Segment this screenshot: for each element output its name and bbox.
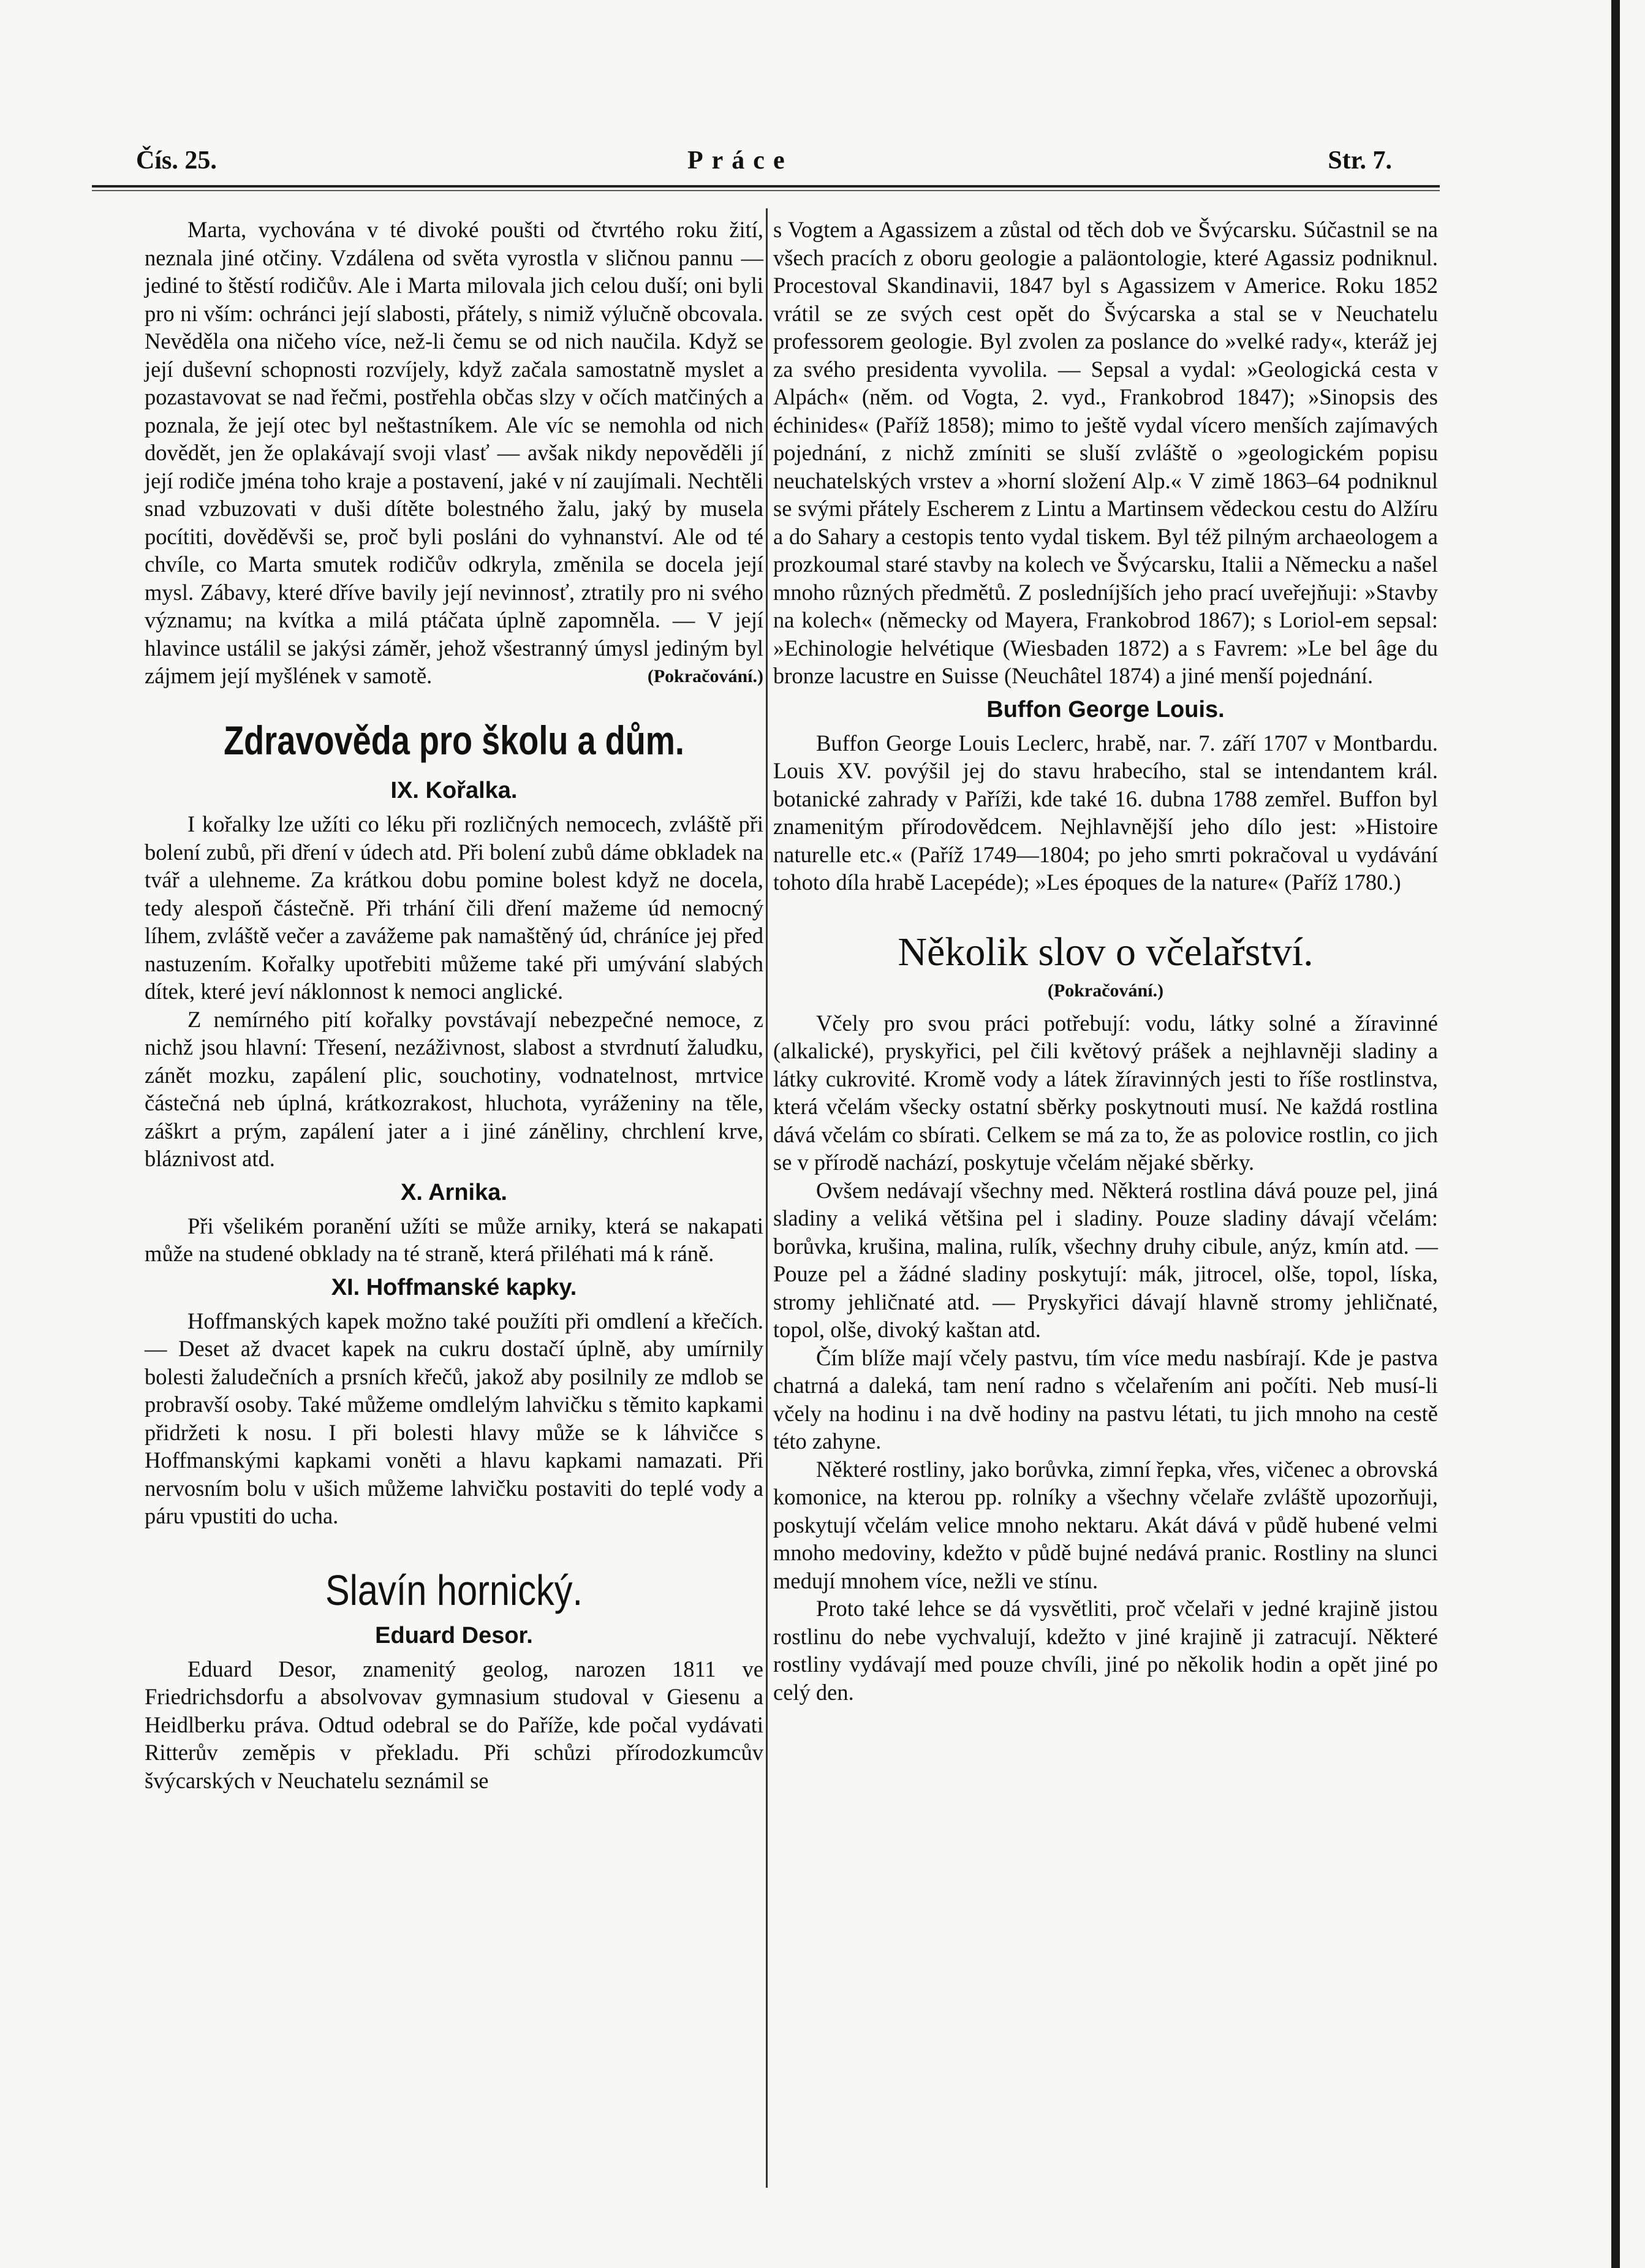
section-11-paragraph: Hoffmanských kapek možno také použíti při omdlení a křečích. — Deset až dvacet kapek na cukru dostačí úplně, aby umírnily bolesti žaludečních a prsních křečů, jakož aby posilnily ze mdlob se probravší osoby. Také můžeme omdlelým lahvičku s těmito kapkami přidržeti k nosu. I při bolesti hlavy může se k láhvičce s Hoffmanskými kapkami voněti a hlavu kapkami namazati. Při nervosním bolu v ušich můžeme lahvičku postaviti do teplé vody a páru vpustiti do ucha. (145, 1308, 763, 1528)
page-edge-border (1611, 0, 1620, 2268)
bees-paragraph-4: Některé rostliny, jako borůvka, zimní řepka, vřes, vičenec a obrovská komonice, na kterou pp. rolníky a všechny včelaře zvláště upozorňuji, poskytují včelám velice mnoho nektaru. Akát dává v půdě hubené velmi mnoho medoviny, kdežto v půdě bujné nedává pranic. Rostliny na slunci medují mnohem více, nežli ve stínu. (773, 1456, 1438, 1593)
right-column (773, 216, 1438, 1706)
health-section-title: Zdravověda pro školu a dům. (224, 718, 684, 763)
section-9-paragraph-2: Z nemírného pití kořalky povstávají nebezpečné nemoce, z nichž jsou hlavní: Třesení, nezáživnost, slabost a stvrdnutí žaludku, zánět mozku, zapálení plic, souchotiny, vodnatelnost, mrtvice částečná neb úplná, krátkozrakost, hluchota, vyráženiny na těle, záškrt a prým, zapálení jater a i jiné záněliny, chrchlení krve, bláznivost atd. (145, 1006, 763, 1171)
section-10-title: X. Arnika. (401, 1179, 507, 1205)
column-divider (766, 208, 768, 2188)
bees-section-title: Několik slov o včelařství. (898, 929, 1314, 974)
bees-paragraph-5: Proto také lehce se dá vysvětliti, proč včelaři v jedné krajině jistou rostlinu do nebe vychvalují, kdežto v jiné krajině ji zatracují. Některé rostliny vydávají med pouze chvíli, jiné po několik hodin a opět jiné po celý den. (773, 1596, 1438, 1705)
newspaper-title: Práce (687, 146, 793, 175)
desor-paragraph-2: s Vogtem a Agassizem a zůstal od těch dob ve Švýcarsku. Súčastnil se na všech pracích z oboru geologie a paläontologie, které Agassiz podniknul. Procestoval Skandinavii, 1847 byl s Agassizem v Americe. Roku 1852 vrátil se ze svých cest opět do Švýcarska a stal se v Neuchatelu professorem geologie. Byl zvolen za poslance do »velké rady«, kteráž jej za svého presidenta vyvolila. — Sepsal a vydal: »Geologická cesta v Alpách« (něm. od Vogta, 2. vyd., Frankobrod 1847); »Sinopsis des échinides« (Paříž 1858); mimo to ještě vydal vícero menších zajímavých pojednání, z nichž zmíniti se sluší zvláště o »geologickém popisu neuchatelských vrstev a »horní složení Alp.« V zimě 1863–64 podniknul se svými přátely Escherem z Lintu a Martinsem vědeckou cestu do Alžíru a do Sahary a cestopis tento vydal tiskem. Byl též pilným archaeologem a prozkoumal staré stavby na kolech ve Švýcarsku, Italii a Německu a našel mnoho různých předmětů. Z posledníjších jeho prací uveřejňuji: »Stavby na kolech« (německy od Mayera, Frankobrod 1867); s Loriol-em sepsal: »Echinologie helvétique (Wiesbaden 1872) a s Favrem: »Le bel âge du bronze lacustre en Suisse (Neuchâtel 1874) a jiné menší pojednání. (773, 217, 1438, 688)
bees-continued-note: (Pokračování.) (1047, 980, 1164, 1001)
page-number: Str. 7. (1328, 146, 1392, 175)
buffon-title: Buffon George Louis. (986, 696, 1225, 722)
section-9-paragraph-1: I kořalky lze užíti co léku při rozličných nemocech, zvláště při bolení zubů, při dření v údech atd. Při bolení zubů dáme obkladek na tvář a ulehneme. Za krátkou dobu pomine bolest když ne docela, tedy alespoň částečně. Při trhání čili dření mažeme úd nemocný líhem, zvláště večer a zavážeme pak namaštěný úd, chráníce jej před nastuzením. Kořalky upotřebiti můžeme také při umývání slabých dítek, které jeví náklonnost k nemoci anglické. (145, 811, 763, 1004)
bees-paragraph-3: Čím blíže mají včely pastvu, tím více medu nasbírají. Kde je pastva chatrná a daleká, tam není radno s včelařením ani počíti. Neb musí-li včely na hodinu i na dvě hodiny na pastvu létati, tu jich mnoho na cestě této zahyne. (773, 1344, 1438, 1454)
buffon-paragraph: Buffon George Louis Leclerc, hrabě, nar. 7. září 1707 v Montbardu. Louis XV. povýšil jej do stavu hrabecího, stal se intendantem král. botanické zahrady v Paříži, kde také 16. dubna 1788 zemřel. Buffon byl znamenitým přírodovědcem. Nejhlavnější jeho dílo jest: »Histoire naturelle etc.« (Paříž 1749—1804; po jeho smrti pokračoval u vydávání tohoto díla hrabě Lacepéde); »Les époques de la nature« (Paříž 1780.) (773, 730, 1438, 895)
section-10-paragraph: Při všelikém poranění užíti se může arniky, která se nakapati může na studené obklady na té straně, která přiléhati má k ráně. (145, 1213, 763, 1266)
miners-section-title: Slavín hornický. (325, 1566, 583, 1614)
section-9-title: IX. Kořalka. (390, 778, 518, 803)
section-11-title: XI. Hoffmanské kapky. (331, 1274, 577, 1300)
header-rule-thin (92, 190, 1440, 191)
issue-number: Čís. 25. (136, 146, 217, 175)
story-paragraph: Marta, vychována v té divoké poušti od čtvrtého roku žití, neznala jiné otčiny. Vzdálena od světa vyrostla v sličnou pannu — jediné to štěstí rodičův. Ale i Marta milovala jich celou duší; oni byli pro ni vším: ochránci její slabosti, přátely, s nimiž výlučně obcovala. Nevěděla ona ničeho více, než-li čemu se od nich naučila. Když se její duševní schopnosti rozvíjely, když začala samostatně myslet a pozastavovat se nad řečmi, postřehla občas slzy v očích matčiných a poznala, že její otec byl neštastníkem. Ale víc se nemohla od nich dovědět, jen že oplakávají svoji vlasť — avšak nikdy nepověděli jí její rodiče jména toho kraje a postavení, jaké v ní zaujímali. Nechtěli snad vzbuzovati v duši dítěte bolestného žalu, jaký by musela pocítiti, dověděvši se, proč byli posláni do vyhnanství. Ale od té chvíle, co Marta smutek rodičův odkryla, změnila se docela její mysl. Zábavy, které dříve bavily její nevinnosť, ztratily pro ni svého významu; na kvítka a milá ptáčata úplně zapomněla. — V její hlavince ustálil se jakýsi záměr, jehož všestranný úmysl jediným byl zájmem její myšlének v samotě. (145, 217, 763, 688)
desor-title: Eduard Desor. (375, 1622, 533, 1648)
desor-paragraph-1: Eduard Desor, znamenitý geolog, narozen 1811 ve Friedrichsdorfu a absolvovav gymnasium studoval v Giesenu a Heidlberku práva. Odtud odebral se do Paříže, kde počal vydávati Ritterův zeměpis v překladu. Při schůzi přírodozkumcův švýcarských v Neuchatelu seznámil se (145, 1656, 763, 1793)
page-header (136, 146, 1392, 183)
left-column (145, 216, 763, 1794)
continued-note: (Pokračování.) (647, 666, 763, 686)
bees-paragraph-1: Včely pro svou práci potřebují: vodu, látky solné a žíravinné (alkalické), pryskyřici, pel čili květový prášek a nejhlavněji sladiny a látky cukrovité. Kromě vody a látek žíravinných jesti to říše rostlinstva, která včelám všecky ostatní sběrky poskytnouti musí. Ne každá rostlina dává včelám co sbírati. Celkem se má za to, že as polovice rostlin, co jich se v přírodě nachází, poskytuje včelám nějaké sběrky. (773, 1010, 1438, 1175)
header-rule (92, 185, 1440, 188)
bees-paragraph-2: Ovšem nedávají všechny med. Některá rostlina dává pouze pel, jiná sladiny a veliká většina pel i sladiny. Pouze sladiny dávají včelám: borůvka, krušina, malina, rulík, všechny druhy cibule, anýz, kmín atd. — Pouze pel a žádné sladiny poskytují: mák, jitrocel, olše, topol, líska, stromy jehličnaté atd. — Pryskyřici dávají hlavně stromy jehličnaté, topol, olše, divoký kaštan atd. (773, 1177, 1438, 1342)
